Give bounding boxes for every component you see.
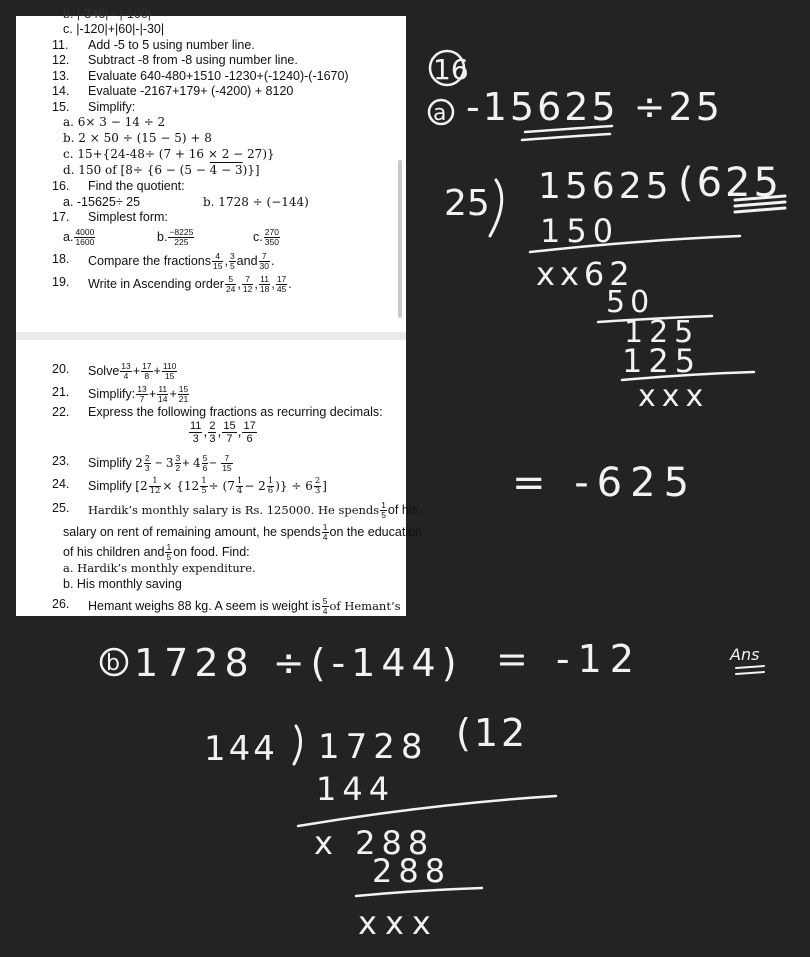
question-22-fractions: $\frac{11}{3}$ , $\frac{2}{3}$ , $\frac{15}{7}$ , $\frac{17}{6}$ [190, 420, 256, 445]
fraction: $\frac{-8225}{225}$ [169, 227, 194, 247]
hw-ans-word: Ans [730, 645, 760, 664]
hw-part-b-label: b [106, 651, 120, 676]
question-16b: b. 1728 ÷ (−144) [203, 195, 309, 209]
cut-off-line: b. |-346| - |-100| [63, 7, 152, 21]
hw-part-b-expression: 1728 ÷(-144) [134, 641, 463, 685]
question-10c: c. |-120|+|60|-|-30| [63, 22, 165, 36]
hw-div2-remainder1: x 288 [314, 824, 435, 862]
worksheet-page-bottom: 20. Solve $\frac{13}{4}$ + $\frac{17}{8}$ + $\frac{110}{15}$ 21. Simplify: $\frac{13}{7}$ + $\frac{11}{14}$ + $\frac{15}{21}$ 22. Express the following fractions as recurring decimals: $\frac{11}{3}$ , $\frac{2}{3}$ , $\frac{15}{7}$ , $\frac{17}{6}$ 23. Simplify 2 $\frac{2}{3}$ − 3 $\frac{3}{2}$ + 4 $\frac{5}{6}$ − $\frac{7}{15}$ 24. Simplify [2 $\frac{1}{12}$ × {12 $\frac{1}{5}$ ÷ (7 $\frac{1}{4}$ − 2 $\frac{1}{6}$ )} ÷ 6 $\frac{2}{3}$ ] 25. Hardik’s monthly salary is Rs. 125000. He spends $\frac{1}{5}$ of his salary on rent of remaining amount, he spends $\frac{1}{4}$ on the education of his children and $\frac{1}{5}$ on food. Find: a. Hardik’s monthly expenditure. b. His monthly saving 26. Hemant weighs 88 kg. A seem is weight is $\frac{5}{4}$ of Hemant’s [16, 340, 406, 616]
hw-part-a-label: a [433, 101, 447, 126]
hw-div1-step3: 125 [622, 342, 702, 380]
underline-mark [736, 666, 764, 668]
hw-div2-step2: 288 [372, 852, 452, 890]
hw-div1-remainder2: 125 [624, 315, 700, 350]
hw-part-a-expression: -15625 ÷25 [466, 85, 723, 129]
hw-div2-step1: 144 [316, 770, 396, 808]
fraction: $\frac{7}{30}$ [259, 251, 269, 271]
underline-mark [736, 672, 764, 674]
question-25-line2: salary on rent of remaining amount, he spends $\frac{1}{4}$ on the education [63, 522, 422, 542]
hw-div1-step1: 150 [540, 212, 620, 250]
worksheet-page-top: b. |-346| - |-100| c. |-120|+|60|-|-30| 11. Add -5 to 5 using number line. 12. Subtract -8 from -8 using number line. 13. Evaluate 640-480+1510 -1230+(-1240)-(-1670) 14. Evaluate -2167+179+ (-4200) + 8120 15. Simplify: a. 6× 3 − 14 ÷ 2 b. 2 × 50 ÷ (15 − 5) + 8 c. 15+{24-48÷ (7 + 16 × 2 − 27)} d. 150 of [8÷ {6 − (5 − 4 − 3)}] 16. Find the quotient: a. -15625÷ 25 b. 1728 ÷ (−144) 17. Simplest form: a. $\frac{4000}{1600}$ b. $\frac{-8225}{225}$ c. $\frac{270}{350}$ 18. Compare the fractions $\frac{4}{15}$ , $\frac{3}{5}$ and $\frac{7}{30}$ . 19. Write in Ascending order $\frac{5}{24}$ , $\frac{7}{12}$ , $\frac{11}{18}$ , $\frac{17}{45}$ . [16, 16, 406, 332]
division-bracket [294, 726, 301, 764]
fraction: $\frac{4000}{1600}$ [75, 227, 95, 247]
question-17c: c. $\frac{270}{350}$ [253, 227, 279, 247]
fraction: $\frac{4}{15}$ [212, 251, 223, 271]
question-25b: b. His monthly saving [63, 577, 182, 591]
hw-div1-dividend: 15625 [538, 166, 673, 207]
question-17b: b. $\frac{-8225}{225}$ [157, 227, 194, 247]
hw-question-number: 16 [433, 53, 469, 86]
question-17a: a. $\frac{4000}{1600}$ [63, 227, 95, 247]
hw-div1-step2: 50 [606, 285, 655, 320]
hw-div2-divisor: 144 [204, 729, 278, 769]
hw-div2-final: xxx [358, 904, 439, 942]
hw-div2-dividend: 1728 [318, 727, 429, 767]
question-15c: c. 15+{24-48÷ (7 + 16 × 2 − 27)} [63, 147, 275, 161]
division-bracket [490, 180, 502, 236]
underline-mark [522, 134, 610, 140]
fraction: $\frac{3}{5}$ [229, 251, 235, 271]
question-25-line3: of his children and $\frac{1}{5}$ on food. Find: [63, 542, 250, 562]
question-25a: a. Hardik’s monthly expenditure. [63, 561, 256, 575]
question-16a: a. -15625÷ 25 [63, 195, 141, 209]
question-15b: b. 2 × 50 ÷ (15 − 5) + 8 [63, 131, 212, 145]
hw-div2-quotient: (12 [456, 711, 529, 755]
underline-mark [735, 208, 785, 212]
hw-answer-b: = -12 [496, 637, 642, 681]
hw-div1-remainder1: xx62 [536, 255, 635, 293]
fraction: $\frac{270}{350}$ [264, 227, 279, 247]
hw-div1-divisor: 25 [444, 183, 490, 224]
hw-div1-quotient: (625 [678, 160, 782, 206]
hw-answer-a: = -625 [512, 460, 698, 506]
hw-div1-final: xxx [638, 379, 710, 414]
question-15d: d. 150 of [8÷ {6 − (5 − 4 − 3)}] [63, 163, 260, 177]
question-15a: a. 6× 3 − 14 ÷ 2 [63, 115, 166, 129]
